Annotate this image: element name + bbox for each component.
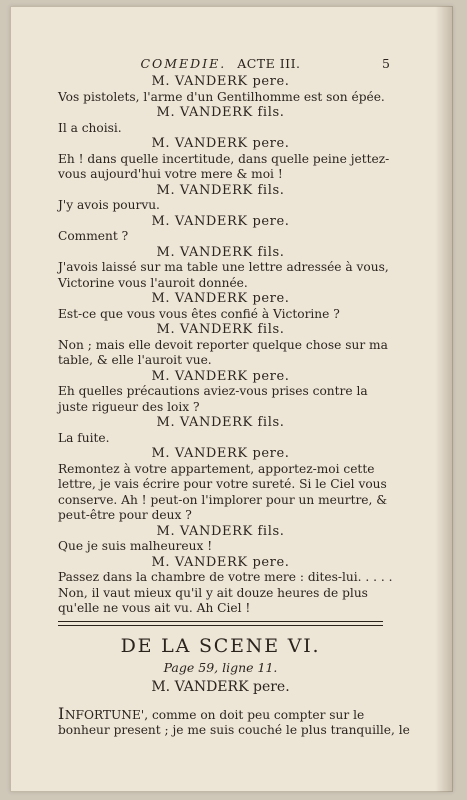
dialogue-line: lettre, je vais écrire pour votre sureté. Si le Ciel vous	[58, 477, 387, 491]
header-title: COMEDIE.	[140, 56, 227, 71]
page-reference: Page 59, ligne 11.	[163, 659, 278, 675]
speaker-name: M. VANDERK fils.	[156, 415, 285, 430]
page-content	[58, 56, 410, 739]
dialogue-line: Eh ! dans quelle incertitude, dans quelle peine jettez-	[58, 151, 390, 166]
speaker-name: M. VANDERK pere.	[151, 291, 290, 306]
dialogue-line: Eh quelles précautions aviez-vous prises contre la	[58, 384, 368, 398]
dialogue-line: Est-ce que vous vous êtes confié à Victorine ?	[58, 306, 340, 321]
dialogue-line: conserve. Ah ! peut-on l'implorer pour un meurtre, &	[58, 492, 388, 507]
speaker-name: M. VANDERK pere.	[151, 136, 290, 151]
speaker-name: M. VANDERK pere.	[151, 368, 290, 384]
double-rule-divider	[58, 621, 383, 626]
dialogue-line: vous aujourd'hui votre mere & moi !	[58, 167, 283, 181]
paragraph-line-1	[58, 703, 383, 724]
dialogue-line: Victorine vous l'auroit donnée.	[58, 275, 248, 290]
dialogue-line: Remontez à votre appartement, apportez-moi cette	[58, 461, 375, 476]
section-paragraph	[58, 703, 410, 739]
page-number: 5	[382, 56, 391, 71]
book-page	[10, 6, 453, 792]
speaker-name: M. VANDERK fils.	[156, 244, 285, 260]
dialogue-line: Vos pistolets, l'arme d'un Gentilhomme est son épée.	[58, 89, 385, 104]
first-word-rest: NFORTUNE'	[64, 707, 145, 722]
speaker-name: M. VANDERK fils.	[156, 105, 285, 120]
dialogue-line: Passez dans la chambre de votre mere : dites-lui. . . . .	[58, 570, 393, 584]
drop-cap: I	[58, 703, 65, 723]
speaker-name: M. VANDERK pere.	[151, 74, 290, 89]
dialogue-line: table, & elle l'auroit vue.	[58, 353, 212, 367]
page-gutter-shadow	[435, 6, 453, 792]
dialogue-line: Non, il vaut mieux qu'il y ait douze heures de plus	[58, 585, 368, 600]
section-speaker: M. VANDERK pere.	[151, 678, 290, 695]
running-header	[58, 56, 391, 74]
dialogue-line: peut-être pour deux ?	[58, 508, 192, 522]
dialogue-block	[58, 74, 393, 617]
paragraph-line-1-text: , comme on doit peu compter sur le	[144, 707, 365, 722]
dialogue-line: La fuite.	[58, 430, 110, 445]
paragraph-line-2: bonheur present ; je me suis couché le plus tranquille, le	[58, 723, 410, 737]
dialogue-line: juste rigueur des loix ?	[58, 399, 200, 414]
speaker-name: M. VANDERK fils.	[156, 182, 285, 198]
dialogue-line: Que je suis malheureux !	[58, 539, 213, 553]
dialogue-line: J'avois laissé sur ma table une lettre adressée à vous,	[58, 260, 389, 274]
section-title: DE LA SCENE VI.	[120, 634, 321, 657]
header-act: ACTE III.	[237, 56, 301, 71]
speaker-name: M. VANDERK pere.	[151, 213, 290, 229]
dialogue-line: J'y avois pourvu.	[58, 198, 160, 212]
speaker-name: M. VANDERK pere.	[151, 554, 290, 570]
dialogue-line: Non ; mais elle devoit reporter quelque chose sur ma	[58, 337, 388, 352]
speaker-name: M. VANDERK fils.	[156, 523, 285, 539]
speaker-name: M. VANDERK fils.	[156, 322, 285, 337]
speaker-name: M. VANDERK pere.	[151, 446, 290, 461]
dialogue-line: Il a choisi.	[58, 120, 122, 135]
dialogue-line: Comment ?	[58, 229, 129, 243]
dialogue-line: qu'elle ne vous ait vu. Ah Ciel !	[58, 601, 251, 615]
